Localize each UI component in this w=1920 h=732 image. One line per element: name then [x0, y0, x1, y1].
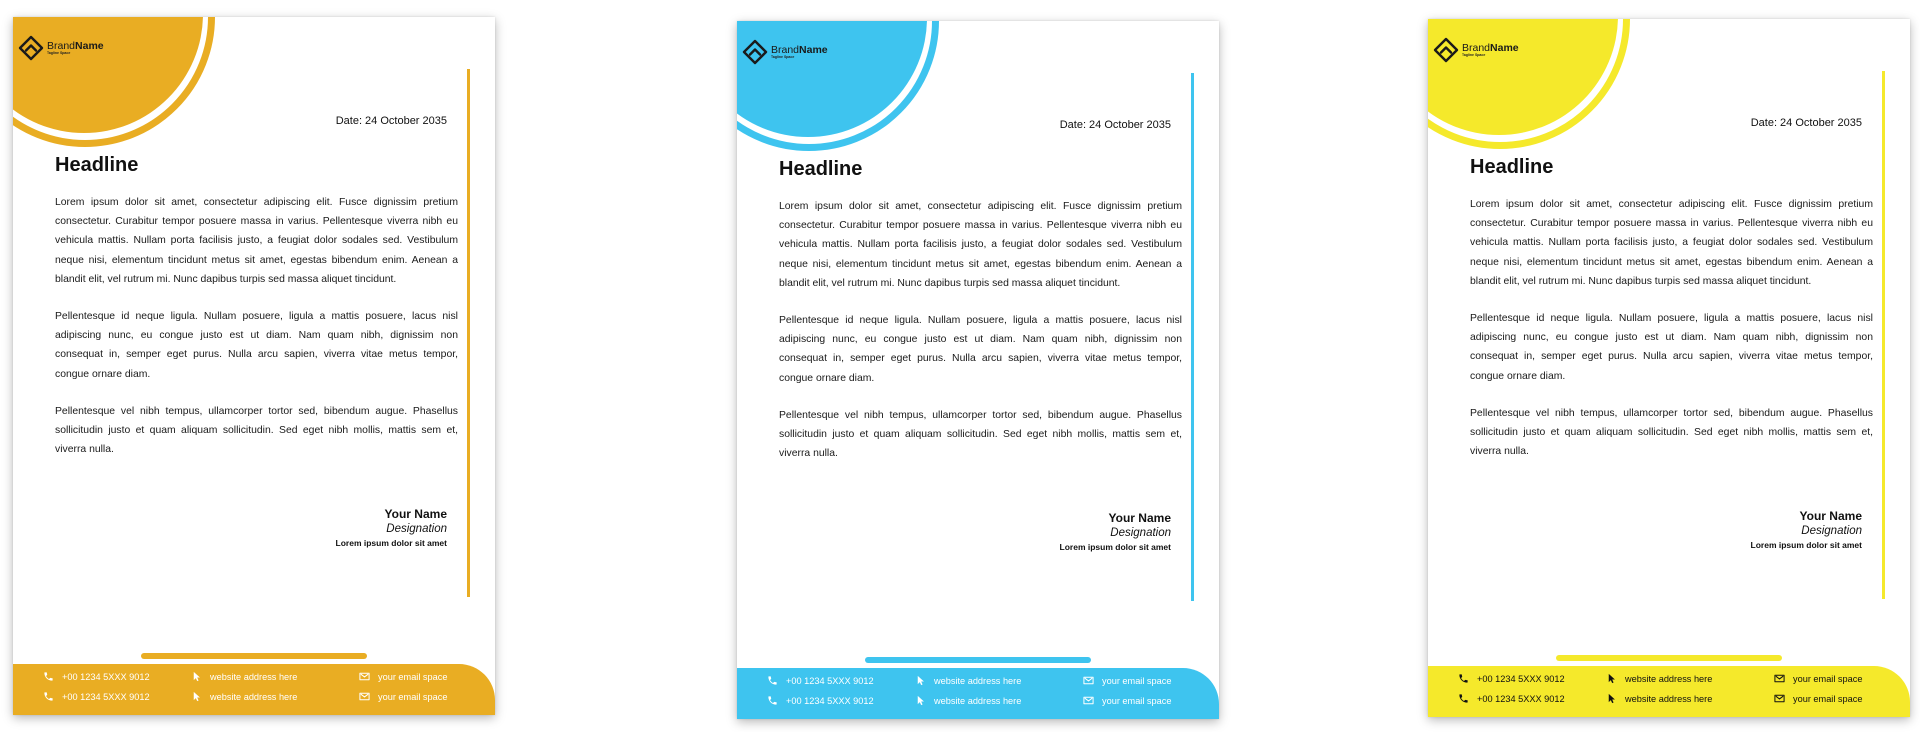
phone-number: +00 1234 5XXX 9012: [786, 695, 874, 706]
brand-name: [47, 41, 104, 52]
headline: Headline: [779, 158, 863, 180]
phone-contact[interactable]: [43, 671, 150, 682]
brand-name: [771, 45, 828, 56]
contact-row: [737, 675, 1219, 691]
phone-contact[interactable]: [767, 675, 874, 686]
website-address: website address here: [934, 675, 1022, 686]
cursor-icon: [191, 671, 202, 682]
diamond-house-icon: [18, 35, 44, 61]
brand-tagline: Tagline Space: [771, 55, 795, 59]
body-paragraph: Lorem ipsum dolor sit amet, consectetur adipiscing elit. Fusce dignissim pretium consectetur. Curabitur tempor posuere massa in varius. Pellentesque viverra nibh eu vehicula mattis. Nullam porta facilisis justo, a feugiat dolor sodales sed. Vestibulum neque nisi, elementum tincidunt metus sit amet, egestas bibendum enim. Aenean a blandit elit, vel rutrum mi. Nunc dapibus turpis sed massa aliquet tincidunt.: [55, 197, 458, 285]
brand-name-light: Brand: [771, 43, 800, 56]
brand-logo: [742, 39, 828, 65]
brand-tagline: Tagline Space: [47, 51, 71, 55]
brand-name-bold: Name: [799, 43, 828, 56]
letter-body: [55, 193, 458, 477]
footer-accent-bar: [1556, 655, 1782, 661]
contact-row: [13, 671, 495, 687]
brand-name-light: Brand: [1462, 41, 1491, 54]
email-address: your email space: [1793, 693, 1863, 704]
signature-name: Your Name: [1799, 509, 1862, 523]
letter-date: Date: 24 October 2035: [1750, 117, 1862, 129]
contact-row: [737, 695, 1219, 711]
email-address: your email space: [378, 691, 448, 702]
contact-row: [1428, 693, 1910, 709]
phone-number: +00 1234 5XXX 9012: [62, 671, 150, 682]
phone-icon: [1458, 673, 1469, 684]
phone-icon: [767, 675, 778, 686]
brand-tagline: Tagline Space: [1462, 53, 1486, 57]
cursor-icon: [915, 675, 926, 686]
body-paragraph: Lorem ipsum dolor sit amet, consectetur adipiscing elit. Fusce dignissim pretium consectetur. Curabitur tempor posuere massa in varius. Pellentesque viverra nibh eu vehicula mattis. Nullam porta facilisis justo, a feugiat dolor sodales sed. Vestibulum neque nisi, elementum tincidunt metus sit amet, egestas bibendum enim. Aenean a blandit elit, vel rutrum mi. Nunc dapibus turpis sed massa aliquet tincidunt.: [1470, 199, 1873, 287]
phone-contact[interactable]: [43, 691, 150, 702]
contact-row: [1428, 673, 1910, 689]
phone-contact[interactable]: [1458, 693, 1565, 704]
phone-icon: [767, 695, 778, 706]
brand-name-light: Brand: [47, 39, 76, 52]
email-icon: [1774, 673, 1785, 684]
email-contact[interactable]: [1083, 695, 1171, 706]
contact-footer: [13, 664, 495, 715]
body-paragraph: Pellentesque id neque ligula. Nullam posuere, ligula a mattis posuere, lacus nisl adipiscing nunc, eu congue justo est ut diam. Nam quam nibh, dignissim non consequat in, semper eget purus. Nulla arcu sapien, viverra vitae metus tempor, congue ornare diam.: [1470, 313, 1873, 382]
website-address: website address here: [1625, 673, 1713, 684]
footer-accent-bar: [141, 653, 367, 659]
phone-number: +00 1234 5XXX 9012: [62, 691, 150, 702]
signature-name: Your Name: [384, 507, 447, 521]
email-contact[interactable]: [1774, 673, 1862, 684]
diamond-house-icon: [742, 39, 768, 65]
signature-designation: Designation: [1801, 525, 1862, 537]
signature-block: [1751, 509, 1862, 550]
phone-contact[interactable]: [767, 695, 874, 706]
letter-body: [1470, 195, 1873, 479]
email-address: your email space: [378, 671, 448, 682]
website-address: website address here: [1625, 693, 1713, 704]
brand-name-bold: Name: [75, 39, 104, 52]
headline: Headline: [55, 154, 139, 176]
body-paragraph: Pellentesque id neque ligula. Nullam posuere, ligula a mattis posuere, lacus nisl adipiscing nunc, eu congue justo est ut diam. Nam quam nibh, dignissim non consequat in, semper eget purus. Nulla arcu sapien, viverra vitae metus tempor, congue ornare diam.: [779, 315, 1182, 384]
email-contact[interactable]: [1083, 675, 1171, 686]
letter-date: Date: 24 October 2035: [1059, 119, 1171, 131]
brand-name: [1462, 43, 1519, 54]
accent-vertical-line: [467, 69, 470, 597]
body-paragraph: Lorem ipsum dolor sit amet, consectetur adipiscing elit. Fusce dignissim pretium consectetur. Curabitur tempor posuere massa in varius. Pellentesque viverra nibh eu vehicula mattis. Nullam porta facilisis justo, a feugiat dolor sodales sed. Vestibulum neque nisi, elementum tincidunt metus sit amet, egestas bibendum enim. Aenean a blandit elit, vel rutrum mi. Nunc dapibus turpis sed massa aliquet tincidunt.: [779, 201, 1182, 289]
email-contact[interactable]: [1774, 693, 1862, 704]
signature-block: [1060, 511, 1171, 552]
email-icon: [359, 671, 370, 682]
brand-name-bold: Name: [1490, 41, 1519, 54]
website-contact[interactable]: [915, 675, 1021, 686]
diamond-house-icon: [1433, 37, 1459, 63]
cursor-icon: [191, 691, 202, 702]
contact-footer: [1428, 666, 1910, 717]
cursor-icon: [915, 695, 926, 706]
letterhead-page-orange: [13, 17, 495, 715]
body-paragraph: Pellentesque vel nibh tempus, ullamcorper tortor sed, bibendum augue. Phasellus sollicitudin justo et quam aliquam sollicitudin. Sed eget nibh mollis, mattis sem et, viverra nulla.: [55, 405, 458, 456]
email-address: your email space: [1793, 673, 1863, 684]
contact-row: [13, 691, 495, 707]
phone-icon: [43, 671, 54, 682]
website-address: website address here: [934, 695, 1022, 706]
website-contact[interactable]: [1606, 693, 1712, 704]
signature-tagline: Lorem ipsum dolor sit amet: [1059, 542, 1171, 552]
headline: Headline: [1470, 156, 1554, 178]
email-contact[interactable]: [359, 671, 447, 682]
signature-name: Your Name: [1108, 511, 1171, 525]
letterhead-page-yellow: [1428, 19, 1910, 717]
contact-footer: [737, 668, 1219, 719]
email-address: your email space: [1102, 675, 1172, 686]
footer-accent-bar: [865, 657, 1091, 663]
accent-vertical-line: [1882, 71, 1885, 599]
phone-number: +00 1234 5XXX 9012: [786, 675, 874, 686]
website-contact[interactable]: [915, 695, 1021, 706]
letter-date: Date: 24 October 2035: [335, 115, 447, 127]
signature-block: [336, 507, 447, 548]
website-address: website address here: [210, 671, 298, 682]
phone-icon: [43, 691, 54, 702]
email-contact[interactable]: [359, 691, 447, 702]
body-paragraph: Pellentesque vel nibh tempus, ullamcorper tortor sed, bibendum augue. Phasellus sollicitudin justo et quam aliquam sollicitudin. Sed eget nibh mollis, mattis sem et, viverra nulla.: [779, 409, 1182, 460]
signature-tagline: Lorem ipsum dolor sit amet: [1750, 540, 1862, 550]
body-paragraph: Pellentesque id neque ligula. Nullam posuere, ligula a mattis posuere, lacus nisl adipiscing nunc, eu congue justo est ut diam. Nam quam nibh, dignissim non consequat in, semper eget purus. Nulla arcu sapien, viverra vitae metus tempor, congue ornare diam.: [55, 311, 458, 380]
brand-logo: [18, 35, 104, 61]
signature-designation: Designation: [1110, 527, 1171, 539]
phone-number: +00 1234 5XXX 9012: [1477, 693, 1565, 704]
website-contact[interactable]: [191, 691, 297, 702]
accent-vertical-line: [1191, 73, 1194, 601]
phone-icon: [1458, 693, 1469, 704]
email-icon: [1083, 675, 1094, 686]
email-icon: [1083, 695, 1094, 706]
website-address: website address here: [210, 691, 298, 702]
signature-designation: Designation: [386, 523, 447, 535]
signature-tagline: Lorem ipsum dolor sit amet: [335, 538, 447, 548]
website-contact[interactable]: [1606, 673, 1712, 684]
body-paragraph: Pellentesque vel nibh tempus, ullamcorper tortor sed, bibendum augue. Phasellus sollicitudin justo et quam aliquam sollicitudin. Sed eget nibh mollis, mattis sem et, viverra nulla.: [1470, 407, 1873, 458]
email-address: your email space: [1102, 695, 1172, 706]
website-contact[interactable]: [191, 671, 297, 682]
phone-number: +00 1234 5XXX 9012: [1477, 673, 1565, 684]
letterhead-page-blue: [737, 21, 1219, 719]
brand-logo: [1433, 37, 1519, 63]
email-icon: [1774, 693, 1785, 704]
letter-body: [779, 197, 1182, 481]
cursor-icon: [1606, 673, 1617, 684]
phone-contact[interactable]: [1458, 673, 1565, 684]
email-icon: [359, 691, 370, 702]
cursor-icon: [1606, 693, 1617, 704]
